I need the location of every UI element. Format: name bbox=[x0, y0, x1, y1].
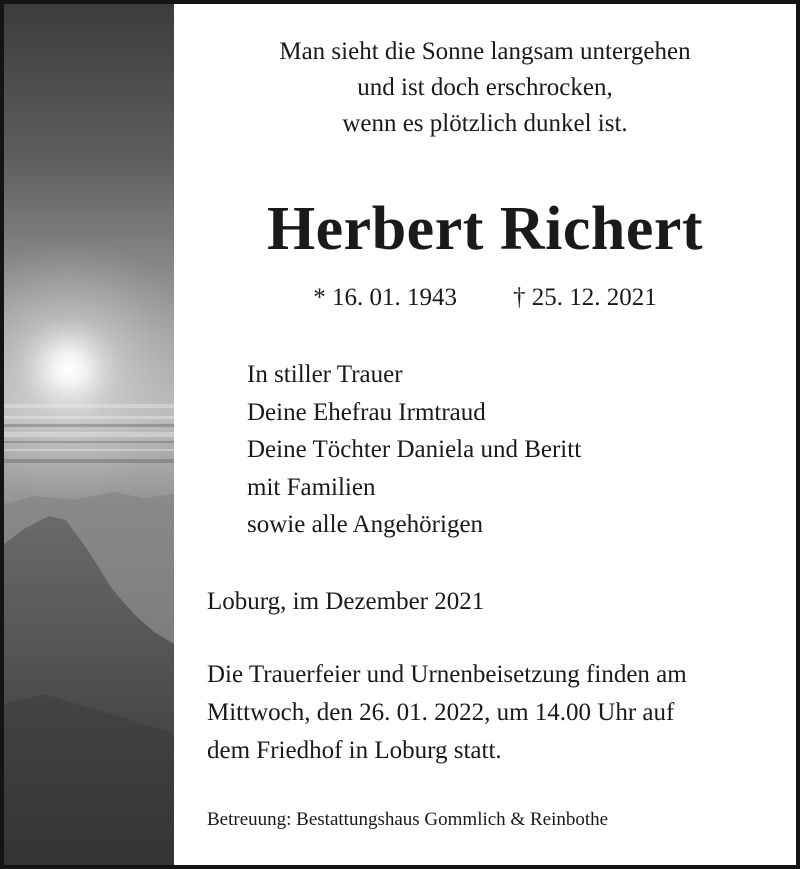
obituary-text bbox=[174, 4, 796, 865]
mourning-intro: In stiller Trauer bbox=[247, 361, 403, 388]
life-dates bbox=[174, 280, 796, 316]
mourner-line-3: mit Familien bbox=[247, 473, 376, 501]
mourner-line-4: sowie alle Angehörigen bbox=[247, 511, 484, 538]
mourner-line-2: Deine Töchter Daniela und Beritt bbox=[247, 436, 582, 463]
funeral-line-1: Die Trauerfeier und Urnenbeisetzung finden am bbox=[207, 661, 687, 688]
funeral-line-2: Mittwoch, den 26. 01. 2022, um 14.00 Uhr auf bbox=[207, 699, 675, 726]
death-date: † 25. 12. 2021 bbox=[513, 284, 657, 311]
deceased-name: Herbert Richert bbox=[266, 195, 704, 263]
birth-date: * 16. 01. 1943 bbox=[313, 284, 457, 311]
funeral-line-3: dem Friedhof in Loburg statt. bbox=[207, 737, 502, 764]
place-date: Loburg, im Dezember 2021 bbox=[207, 588, 485, 615]
mourner-line-1: Deine Ehefrau Irmtraud bbox=[247, 398, 486, 426]
verse-line-1: Man sieht die Sonne langsam untergehen bbox=[279, 38, 691, 65]
verse-line-3: wenn es plötzlich dunkel ist. bbox=[342, 110, 628, 137]
verse-line-2: und ist doch erschrocken, bbox=[357, 74, 613, 101]
undertaker-credit: Betreuung: Bestattungshaus Gommlich & Reinbothe bbox=[207, 809, 609, 830]
sunset-mountain-image bbox=[4, 4, 174, 865]
